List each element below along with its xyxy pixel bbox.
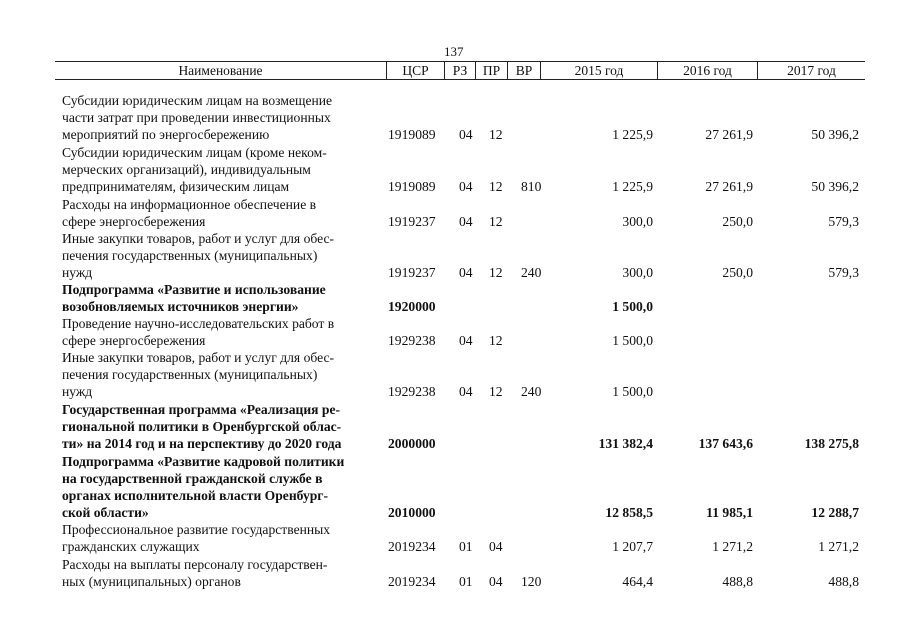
- row-name-line: Проведение научно-исследовательских работ в: [62, 316, 335, 331]
- cell-2015: 12 858,5: [605, 505, 653, 520]
- cell-2016: 11 985,1: [706, 505, 753, 520]
- row-name-line: мерческих организаций), индивидуальным: [62, 162, 311, 177]
- row-name-line: Субсидии юридическим лицам на возмещение: [62, 93, 333, 108]
- cell-pr: 12: [489, 214, 503, 229]
- header-csr: ЦСР: [386, 62, 444, 79]
- row-name-line: Подпрограмма «Развитие кадровой политики: [62, 454, 345, 469]
- cell-pr: 04: [489, 539, 503, 554]
- header-pr: ПР: [475, 62, 507, 79]
- cell-2015: 1 225,9: [612, 127, 653, 142]
- cell-rz: 04: [459, 333, 473, 348]
- cell-2016: 250,0: [722, 265, 753, 280]
- cell-csr: 1919089: [388, 179, 436, 194]
- page-number: 137: [444, 44, 464, 59]
- cell-vr: 120: [521, 574, 542, 589]
- cell-2017: 1 271,2: [818, 539, 859, 554]
- cell-csr: 2000000: [388, 436, 436, 451]
- cell-2016: 137 643,6: [698, 436, 753, 451]
- row-name-line: на государственной гражданской службе в: [62, 471, 323, 486]
- cell-pr: 12: [489, 384, 503, 399]
- cell-rz: 01: [459, 574, 473, 589]
- cell-2015: 300,0: [622, 265, 653, 280]
- cell-2015: 1 500,0: [612, 384, 653, 399]
- row-name-line: Расходы на информационное обеспечение в: [62, 197, 317, 212]
- cell-pr: 04: [489, 574, 503, 589]
- cell-rz: 01: [459, 539, 473, 554]
- row-name-line: Иные закупки товаров, работ и услуг для обес-: [62, 231, 335, 246]
- row-name-line: ской области»: [62, 505, 149, 520]
- row-name-line: Подпрограмма «Развитие и использование: [62, 282, 326, 297]
- row-name-line: органах исполнительной власти Оренбург-: [62, 488, 329, 503]
- cell-rz: 04: [459, 179, 473, 194]
- cell-rz: 04: [459, 265, 473, 280]
- cell-2015: 1 500,0: [612, 333, 653, 348]
- header-rz: РЗ: [444, 62, 475, 79]
- row-name-line: Государственная программа «Реализация ре-: [62, 402, 341, 417]
- cell-csr: 1929238: [388, 384, 436, 399]
- row-name-line: гражданских служащих: [62, 539, 200, 554]
- cell-csr: 2010000: [388, 505, 436, 520]
- row-name-line: гиональной политики в Оренбургской облас-: [62, 419, 342, 434]
- row-name-line: ти» на 2014 год и на перспективу до 2020 года: [62, 436, 342, 451]
- cell-pr: 12: [489, 333, 503, 348]
- header-name: Наименование: [178, 63, 263, 78]
- cell-2015: 1 500,0: [612, 299, 653, 314]
- cell-2017: 50 396,2: [811, 127, 859, 142]
- cell-2016: 27 261,9: [705, 127, 753, 142]
- cell-csr: 1919089: [388, 127, 436, 142]
- cell-csr: 2019234: [388, 574, 436, 589]
- cell-csr: 1929238: [388, 333, 436, 348]
- row-name-line: Расходы на выплаты персоналу государствен-: [62, 557, 328, 572]
- cell-2017: 138 275,8: [804, 436, 859, 451]
- cell-2017: 50 396,2: [811, 179, 859, 194]
- cell-pr: 12: [489, 265, 503, 280]
- cell-rz: 04: [459, 384, 473, 399]
- cell-2016: 488,8: [722, 574, 753, 589]
- row-name-line: возобновляемых источников энергии»: [62, 299, 299, 314]
- cell-csr: 1920000: [388, 299, 436, 314]
- cell-2016: 1 271,2: [712, 539, 753, 554]
- row-name-line: нужд: [62, 384, 93, 399]
- cell-pr: 12: [489, 127, 503, 142]
- row-name-line: печения государственных (муниципальных): [62, 248, 318, 263]
- cell-2015: 464,4: [622, 574, 653, 589]
- row-name-line: сфере энергосбережения: [62, 333, 206, 348]
- row-name-line: Субсидии юридическим лицам (кроме неком-: [62, 145, 327, 160]
- cell-2015: 1 225,9: [612, 179, 653, 194]
- header-2016: 2016 год: [657, 62, 757, 79]
- row-name-line: печения государственных (муниципальных): [62, 367, 318, 382]
- cell-vr: 810: [521, 179, 542, 194]
- cell-csr: 2019234: [388, 539, 436, 554]
- header-2017: 2017 год: [757, 62, 865, 79]
- cell-pr: 12: [489, 179, 503, 194]
- header-vr: ВР: [507, 62, 540, 79]
- cell-vr: 240: [521, 384, 542, 399]
- row-name-line: мероприятий по энергосбережению: [62, 127, 270, 142]
- cell-2017: 488,8: [828, 574, 859, 589]
- cell-rz: 04: [459, 127, 473, 142]
- cell-2017: 579,3: [828, 265, 859, 280]
- cell-csr: 1919237: [388, 214, 436, 229]
- row-name-line: Профессиональное развитие государственных: [62, 522, 331, 537]
- cell-2017: 12 288,7: [811, 505, 859, 520]
- header-2015: 2015 год: [540, 62, 657, 79]
- cell-vr: 240: [521, 265, 542, 280]
- row-name-line: нужд: [62, 265, 93, 280]
- row-name-line: предпринимателям, физическим лицам: [62, 179, 290, 194]
- row-name-line: ных (муниципальных) органов: [62, 574, 241, 589]
- cell-csr: 1919237: [388, 265, 436, 280]
- cell-2015: 131 382,4: [598, 436, 653, 451]
- cell-2015: 1 207,7: [612, 539, 653, 554]
- cell-2017: 579,3: [828, 214, 859, 229]
- row-name-line: Иные закупки товаров, работ и услуг для обес-: [62, 350, 335, 365]
- cell-2015: 300,0: [622, 214, 653, 229]
- cell-rz: 04: [459, 214, 473, 229]
- row-name-line: сфере энергосбережения: [62, 214, 206, 229]
- cell-2016: 27 261,9: [705, 179, 753, 194]
- row-name-line: части затрат при проведении инвестиционных: [62, 110, 331, 125]
- cell-2016: 250,0: [722, 214, 753, 229]
